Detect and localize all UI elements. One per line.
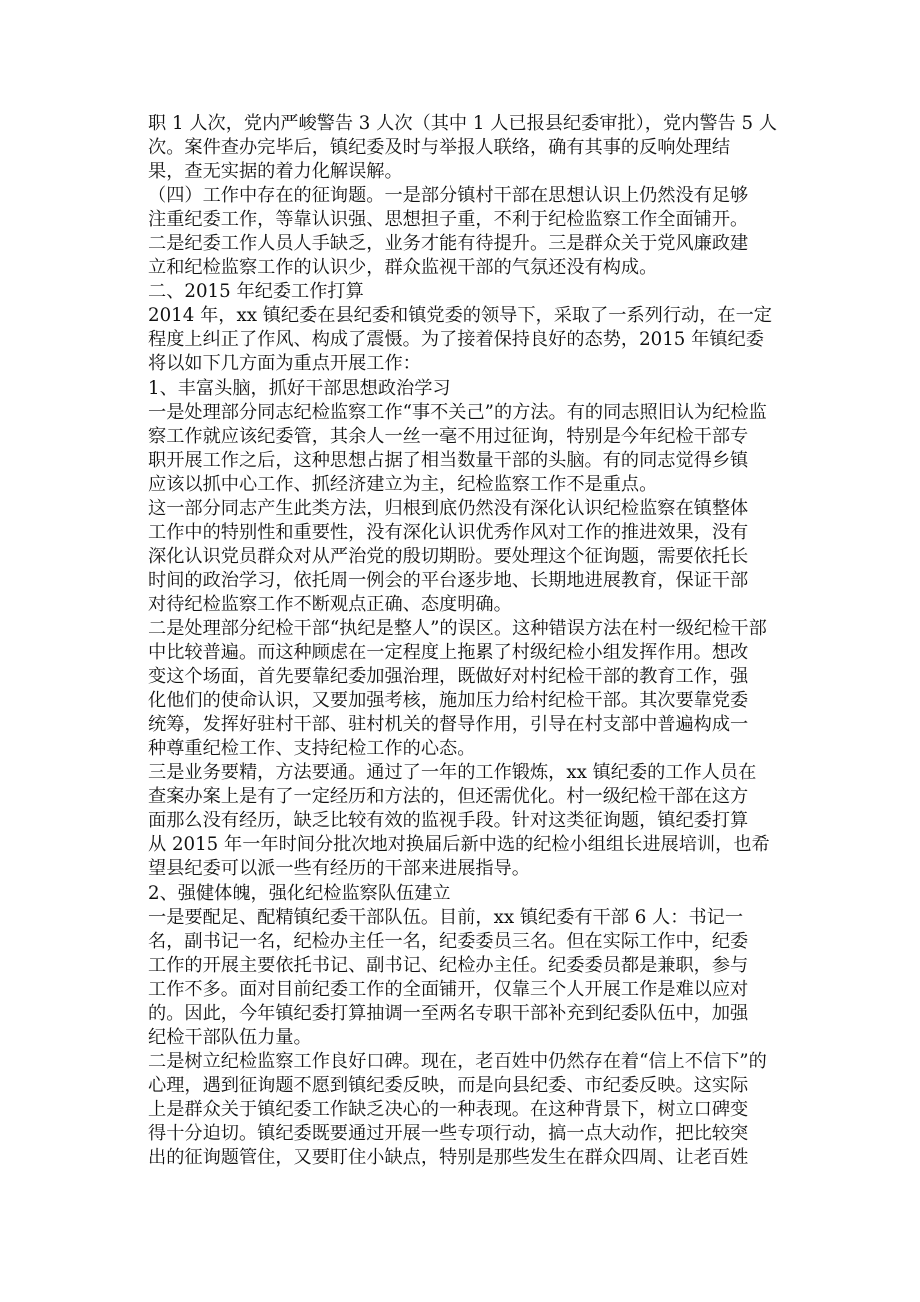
text-line: 出的征询题管住，又要盯住小缺点，特别是那些发生在群众四周、让老百姓 [148,1147,749,1169]
text-line: 上是群众关于镇纪委工作缺乏决心的一种表现。在这种背景下，树立口碑变 [148,1098,749,1120]
text-line: 程度上纠正了作风、构成了震慑。为了接着保持良好的态势，2015 年镇纪委 [148,329,764,351]
text-line: 变这个场面，首先要靠纪委加强治理，既做好对村纪检干部的教育工作，强 [148,666,749,688]
text-line: 深化认识党员群众对从严治党的殷切期盼。要处理这个征询题，需要依托长 [148,545,749,567]
text-line: 次。案件查办完毕后，镇纪委及时与举报人联络，确有其事的反响处理结 [148,137,731,159]
text-line: 一是处理部分同志纪检监察工作“事不关己”的方法。有的同志照旧认为纪检监 [148,401,767,423]
document-body [148,112,776,1170]
text-line: 面那么没有经历，缺乏比较有效的监视手段。针对这类征询题，镇纪委打算 [148,810,749,832]
text-line: 二是处理部分纪检干部“执纪是整人”的误区。这种错误方法在村一级纪检干部 [148,617,767,639]
text-line: 应该以抓中心工作、抓经济建立为主，纪检监察工作不是重点。 [148,473,658,495]
text-line: （四）工作中存在的征询题。一是部分镇村干部在思想认识上仍然没有足够 [148,185,749,207]
text-line: 职 1 人次，党内严峻警告 3 人次（其中 1 人已报县纪委审批），党内警告 5 人 [148,113,778,134]
text-line: 二、2015 年纪委工作打算 [148,281,364,303]
text-line: 果，查无实据的着力化解误解。 [148,161,403,183]
text-line: 得十分迫切。镇纪委既要通过开展一些专项行动，搞一点大动作，把比较突 [148,1122,749,1144]
text-line: 的。因此，今年镇纪委打算抽调一至两名专职干部补充到纪委队伍中，加强 [148,1002,749,1024]
text-line: 名，副书记一名，纪检办主任一名，纪委委员三名。但在实际工作中，纪委 [148,930,749,952]
text-line: 中比较普遍。而这种顾虑在一定程度上拖累了村级纪检小组发挥作用。想改 [148,642,749,664]
text-line: 立和纪检监察工作的认识少，群众监视干部的气氛还没有构成。 [148,257,658,279]
text-line: 工作不多。面对目前纪委工作的全面铺开，仅靠三个人开展工作是难以应对 [148,978,749,1000]
text-line: 时间的政治学习，依托周一例会的平台逐步地、长期地进展教育，保证干部 [148,569,749,591]
text-line: 职开展工作之后，这种思想占据了相当数量干部的头脑。有的同志觉得乡镇 [148,449,749,471]
text-line: 统筹，发挥好驻村干部、驻村机关的督导作用，引导在村支部中普遍构成一 [148,714,749,736]
text-line: 种尊重纪检工作、支持纪检工作的心态。 [148,738,476,760]
text-line: 一是要配足、配精镇纪委干部队伍。目前，xx 镇纪委有干部 6 人：书记一 [148,906,744,928]
text-line: 工作的开展主要依托书记、副书记、纪检办主任。纪委委员都是兼职，参与 [148,954,749,976]
text-line: 纪检干部队伍力量。 [148,1026,312,1048]
text-line: 望县纪委可以派一些有经历的干部来进展指导。 [148,858,530,880]
text-line: 对待纪检监察工作不断观点正确、态度明确。 [148,593,512,615]
text-line: 二是纪委工作人员人手缺乏，业务才能有待提升。三是群众关于党风廉政建 [148,233,749,255]
text-line: 这一部分同志产生此类方法，归根到底仍然没有深化认识纪检监察在镇整体 [148,497,749,519]
text-line: 从 2015 年一年时间分批次地对换届后新中选的纪检小组组长进展培训，也希 [148,834,770,856]
text-line: 心理，遇到征询题不愿到镇纪委反映，而是向县纪委、市纪委反映。这实际 [148,1074,749,1096]
text-line: 三是业务要精，方法要通。通过了一年的工作锻炼，xx 镇纪委的工作人员在 [148,762,757,784]
text-line: 2、强健体魄，强化纪检监察队伍建立 [148,882,451,904]
text-line: 2014 年，xx 镇纪委在县纪委和镇党委的领导下，采取了一系列行动，在一定 [148,305,772,327]
text-line: 注重纪委工作，等靠认识强、思想担子重，不利于纪检监察工作全面铺开。 [148,209,749,231]
text-line: 将以如下几方面为重点开展工作： [148,353,421,375]
text-line: 化他们的使命认识，又要加强考核，施加压力给村纪检干部。其次要靠党委 [148,690,749,712]
text-line: 查案办案上是有了一定经历和方法的，但还需优化。村一级纪检干部在这方 [148,786,749,808]
text-line: 工作中的特别性和重要性，没有深化认识优秀作风对工作的推进效果，没有 [148,521,749,543]
text-line: 察工作就应该纪委管，其余人一丝一毫不用过征询，特别是今年纪检干部专 [148,425,749,447]
text-line: 1、丰富头脑，抓好干部思想政治学习 [148,377,451,399]
text-line: 二是树立纪检监察工作良好口碑。现在，老百姓中仍然存在着“信上不信下”的 [148,1050,767,1072]
